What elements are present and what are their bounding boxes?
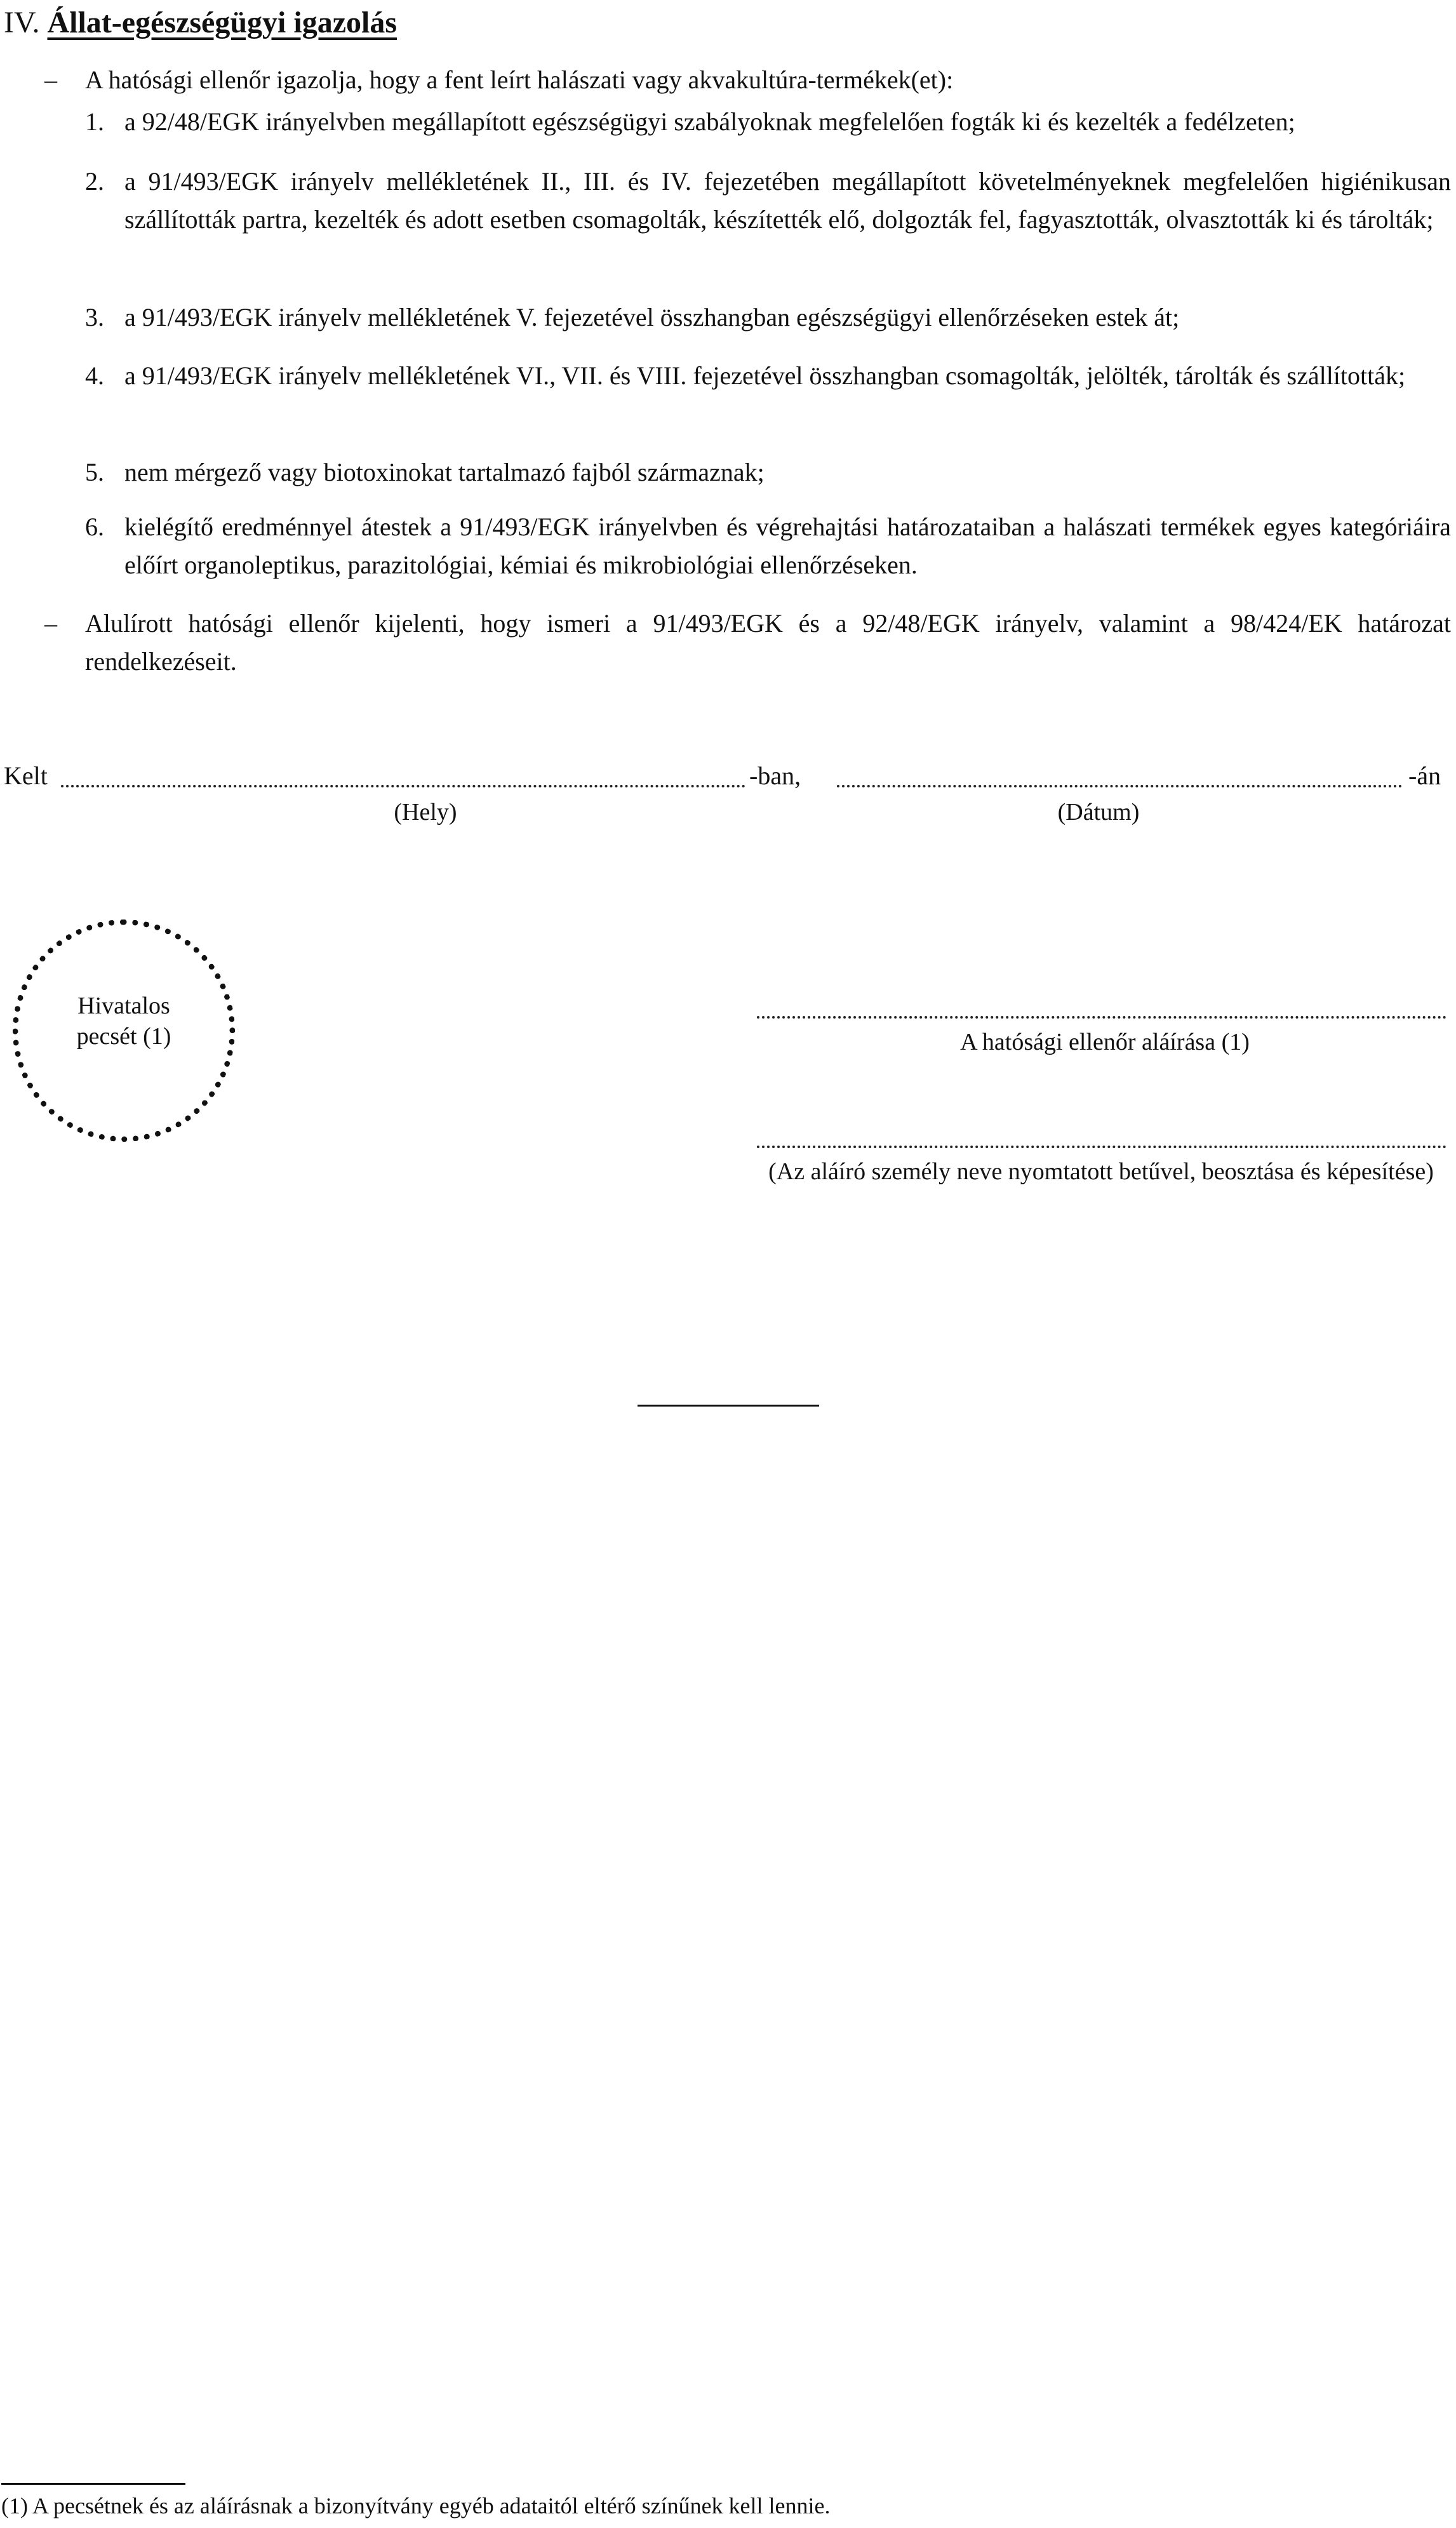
list-item-number: 3. [85, 303, 104, 331]
list-item-text: a 91/493/EGK irányelv mellékletének VI., VII. és VIII. fejezetével összhangban csomagolták, jelölték, tárolták és szállították; [124, 361, 1406, 390]
list-item-number: 4. [85, 361, 104, 390]
list-item-text: a 91/493/EGK irányelv mellékletének V. fejezetével összhangban egészségügyi ellenőrzéseken estek át; [124, 303, 1180, 331]
declaration-paragraph [0, 605, 1451, 681]
name-caption: (Az aláíró személy neve nyomtatott betűvel, beosztása és képesítése) [768, 1158, 1434, 1185]
list-item [0, 453, 1451, 492]
stamp-line1: Hivatalos [77, 993, 170, 1019]
end-rule [638, 1405, 819, 1407]
intro-text: A hatósági ellenőr igazolja, hogy a fent leírt halászati vagy akvakultúra-termékek(et): [85, 65, 954, 94]
date-caption: (Dátum) [1057, 799, 1140, 826]
list-item [0, 357, 1451, 395]
name-dotted-line [757, 1146, 1446, 1148]
footnote [1, 2492, 831, 2520]
section-number: IV. [4, 6, 40, 39]
declaration-text: Alulírott hatósági ellenőr kijelenti, hogy ismeri a 91/493/EGK és a 92/48/EGK irányelv, valamint a 98/424/EK határozat rendelkezéseit. [85, 609, 1451, 676]
date-suffix: -án [1408, 761, 1441, 790]
intro-dash: – [44, 65, 57, 94]
stamp-footnote-ref: (1) [143, 1023, 171, 1050]
stamp-line2-text: pecsét [76, 1023, 137, 1050]
list-item-number: 6. [85, 512, 104, 541]
section-title: Állat-egészségügyi igazolás [47, 6, 397, 39]
list-item-number: 2. [85, 167, 104, 196]
list-item-text: a 92/48/EGK irányelvben megállapított egészségügyi szabályoknak megfelelően fogták ki és kezelték a fedélzeten; [124, 107, 1295, 136]
declaration-dash: – [44, 609, 57, 638]
list-item-number: 1. [85, 107, 104, 136]
place-caption: (Hely) [394, 799, 457, 826]
list-item-text: nem mérgező vagy biotoxinokat tartalmazó fajból származnak; [124, 458, 765, 486]
footnote-rule [1, 2483, 185, 2485]
list-item-number: 5. [85, 458, 104, 486]
section-heading [4, 4, 397, 42]
list-item [0, 508, 1451, 584]
intro-paragraph [0, 61, 1451, 99]
list-item-text: kielégítő eredménnyel átestek a 91/493/EGK irányelvben és végrehajtási határozataiban a halászati termékek egyes kategóriáira előírt organoleptikus, parazitológiai, kémiai és mikrobiológiai ellenőrzéseken. [124, 512, 1451, 579]
footnote-ref: (1) [1, 2493, 28, 2518]
list-item [0, 163, 1451, 239]
place-dotted-line [61, 785, 745, 787]
official-stamp-circle [13, 920, 235, 1142]
place-suffix: -ban, [749, 761, 801, 790]
list-item [0, 103, 1451, 141]
signature-caption-text: A hatósági ellenőr aláírása [960, 1029, 1216, 1055]
signature-caption [813, 1027, 1397, 1057]
list-item [0, 298, 1451, 337]
list-item-text: a 91/493/EGK irányelv mellékletének II., III. és IV. fejezetében megállapított követelményeknek megfelelően higiénikusan szállították partra, kezelték és adott esetben csomagolták, készítették elő, dolgozták fel, fagyasztották, olvasztották ki és tárolták; [124, 167, 1451, 234]
signature-footnote-ref: (1) [1221, 1029, 1250, 1055]
kelt-label: Kelt [4, 761, 48, 790]
signature-dotted-line [757, 1016, 1446, 1019]
footnote-text: A pecsétnek és az aláírásnak a bizonyítvány egyéb adataitól eltérő színűnek kell lennie. [32, 2493, 831, 2518]
date-dotted-line [837, 785, 1402, 787]
stamp-line2 [18, 1020, 229, 1052]
